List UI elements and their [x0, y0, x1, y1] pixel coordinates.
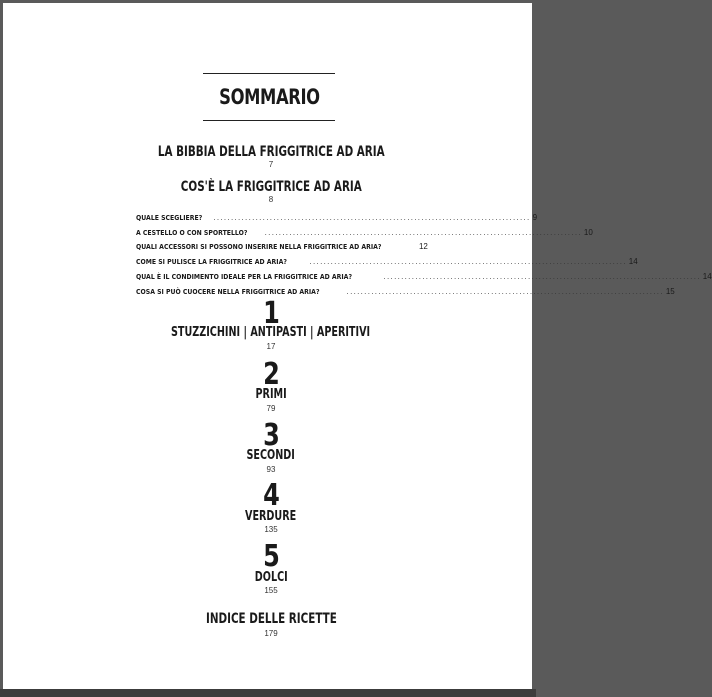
- chapter-number: 4: [262, 478, 280, 513]
- toc-leader: ..........................................................................................: [213, 213, 531, 222]
- chapter-number: 2: [262, 357, 280, 392]
- toc-label: COSA SI PUÒ CUOCERE NELLA FRIGGITRICE AD ARIA?: [136, 287, 320, 296]
- chapter-number: 1: [262, 296, 280, 331]
- page-title: SOMMARIO: [218, 85, 320, 109]
- toc-row: [136, 251, 638, 267]
- intro-heading-1: LA BIBBIA DELLA FRIGGITRICE AD ARIA: [157, 144, 385, 160]
- chapter-title: VERDURE: [245, 509, 297, 524]
- toc-page: 12: [418, 242, 428, 252]
- intro-heading-2: COS'È LA FRIGGITRICE AD ARIA: [180, 179, 362, 195]
- toc-row: [136, 266, 712, 281]
- toc-label: COME SI PULISCE LA FRIGGITRICE AD ARIA?: [136, 258, 287, 267]
- document-page: [3, 3, 712, 692]
- toc-page: 14: [628, 257, 638, 267]
- chapter-page: 135: [264, 525, 278, 534]
- toc-label: A CESTELLO O CON SPORTELLO?: [136, 228, 248, 237]
- toc-label: QUAL È IL CONDIMENTO IDEALE PER LA FRIGGITRICE AD ARIA?: [136, 272, 353, 281]
- chapter-page: 93: [266, 465, 276, 474]
- toc-row: [136, 222, 593, 237]
- toc-leader: ..........................................................................................: [309, 258, 627, 267]
- scan-edge: [0, 689, 536, 697]
- chapter-page: 155: [264, 586, 278, 595]
- toc-page: 10: [583, 227, 593, 237]
- title-frame: [203, 73, 335, 121]
- index-heading: INDICE DELLE RICETTE: [205, 611, 337, 627]
- toc-row: [136, 281, 675, 296]
- toc-list: [136, 207, 712, 296]
- toc-leader: ..........................................................................................: [383, 272, 701, 281]
- toc-row: [136, 207, 538, 222]
- toc-page: 14: [702, 271, 712, 281]
- toc-row: [136, 237, 428, 252]
- toc-leader: ..........................................................................................: [264, 228, 582, 237]
- chapter-number: 3: [262, 418, 280, 453]
- intro-page-2: 8: [268, 195, 274, 204]
- toc-page: 15: [665, 286, 675, 296]
- toc-page: 9: [532, 212, 538, 222]
- chapter-title: SECONDI: [246, 448, 296, 463]
- chapter-number: 5: [262, 539, 280, 574]
- toc-leader: ..........................................................................................: [346, 287, 664, 296]
- index-page: 179: [264, 629, 278, 638]
- chapter-page: 79: [266, 404, 276, 413]
- chapter-title: DOLCI: [254, 570, 288, 585]
- intro-page-1: 7: [268, 160, 274, 169]
- chapter-title: STUZZICHINI | ANTIPASTI | APERITIVI: [171, 325, 371, 340]
- chapter-page: 17: [266, 342, 276, 351]
- toc-label: QUALE SCEGLIERE?: [136, 213, 203, 222]
- toc-label: QUALI ACCESSORI SI POSSONO INSERIRE NELLA FRIGGITRICE AD ARIA?: [136, 243, 382, 252]
- chapter-title: PRIMI: [255, 387, 287, 402]
